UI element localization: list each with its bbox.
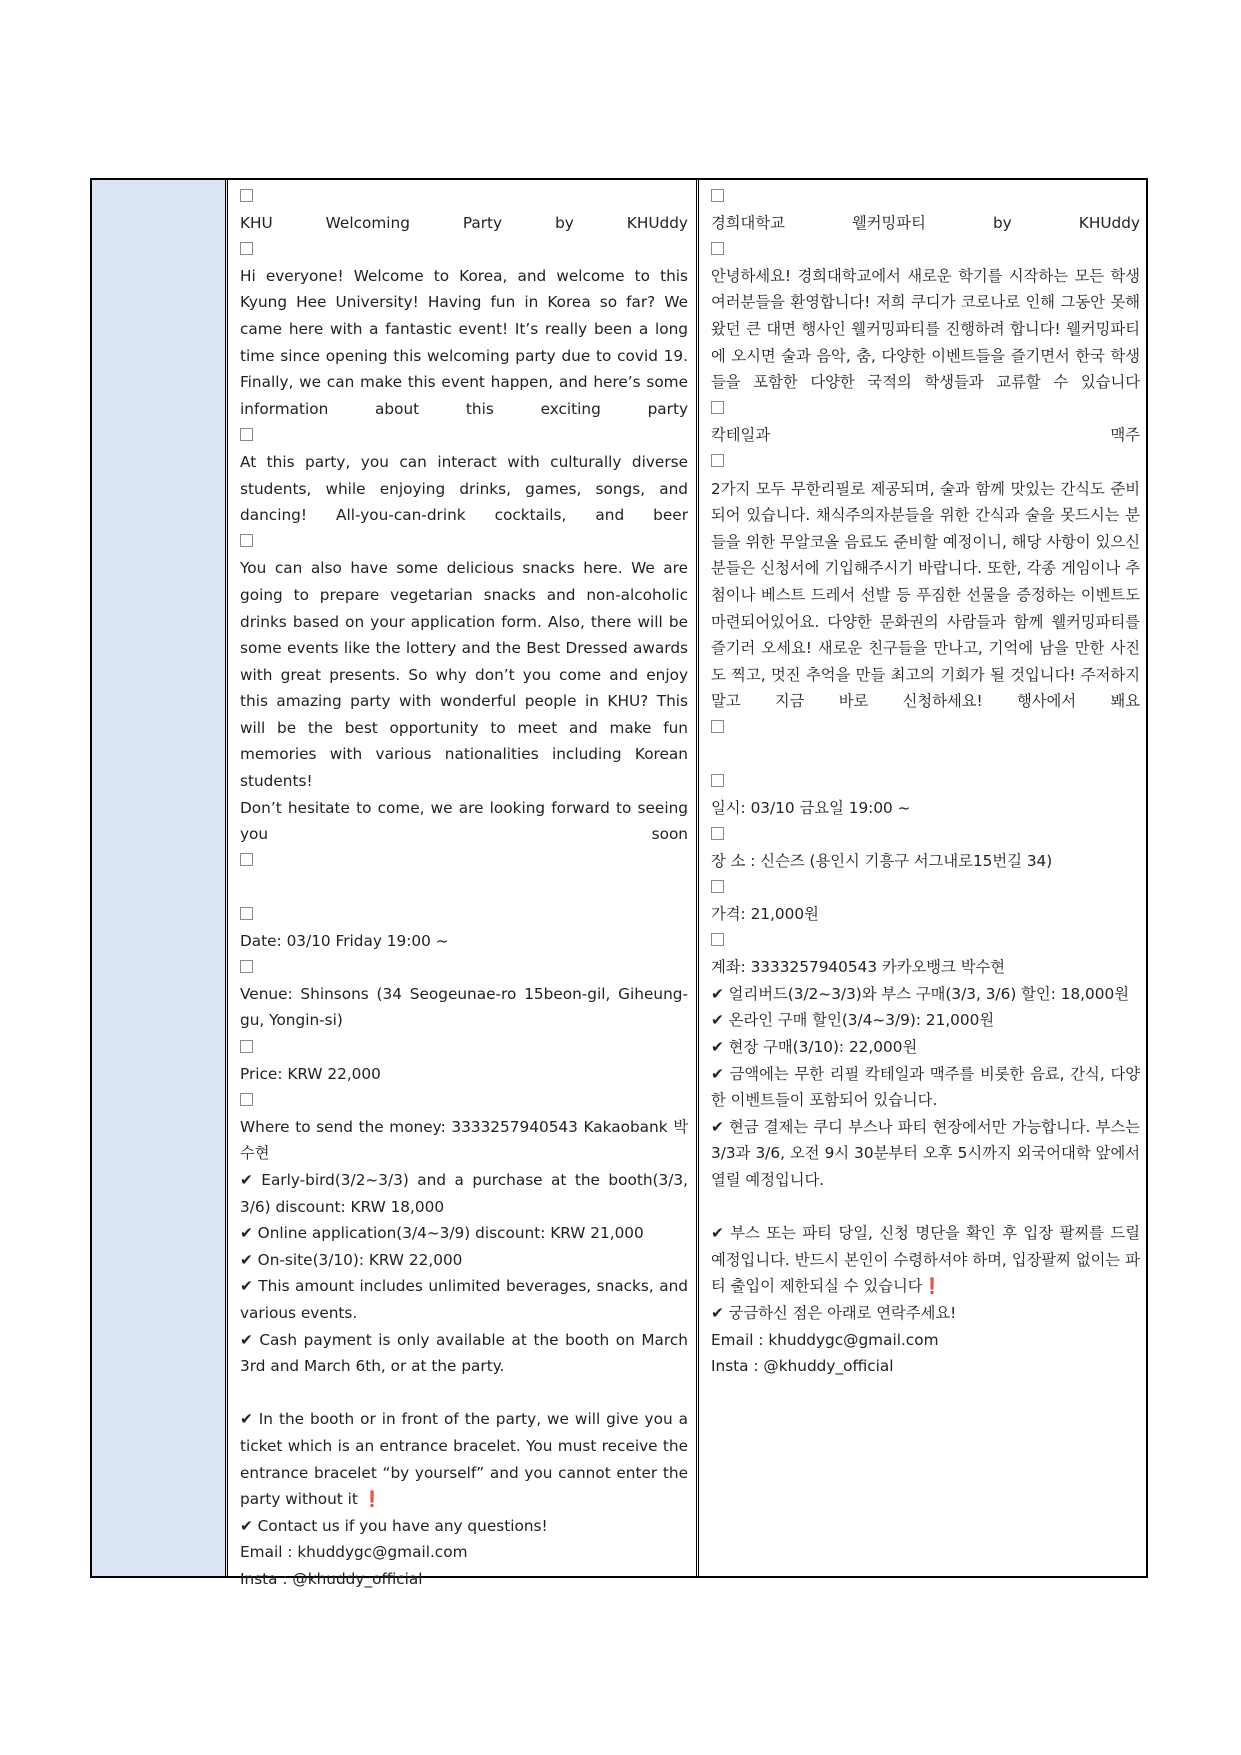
english-hesitate: Don’t hesitate to come, we are looking forward to seeing you soon [240,798,688,844]
checkbox-icon [240,954,688,981]
korean-online: ✔ 온라인 구매 할인(3/4~3/9): 21,000원 [711,1011,995,1030]
korean-details: 2가지 모두 무한리필로 제공되며, 술과 함께 맛있는 간식도 준비되어 있습니다. 채식주의자분들을 위한 간식과 술을 못드시는 분들을 위한 무알코올 음료도 준비할 예정이니, 해당 사항이 있으신 분들은 신청서에 기입해주시기 바랍니다. 또한, 각종 게임이나 추첨이나 베스트 드레서 선발 등 푸짐한 선물을 증정하는 이벤트도 마련되어있어요. 다양한 문화권의 사람들과 함께 웰커밍파티를 즐기러 오세요! 새로운 친구들을 만나고, 기억에 남을 만한 사진도 찍고, 멋진 추억을 만들 최고의 기회가 될 것입니다! 주저하지 말고 지금 바로 신청하세요! 행사에서 봬요 [711,479,1140,711]
english-interact: At this party, you can interact with culturally diverse students, while enjoying drinks, games, songs, and dancing! All-you-can-drink cocktails, and beer [240,452,688,525]
korean-contact: ✔ 궁금하신 점은 아래로 연락주세요! [711,1303,957,1322]
checkbox-icon [240,529,688,556]
english-bracelet: ✔ In the booth or in front of the party, we will give you a ticket which is an entrance bracelet. You must receive the entrance bracelet “by yourself” and you cannot enter the party without it ❗ [240,1410,688,1509]
checkbox-icon [711,874,1140,901]
english-insta: Insta : @khuddy_official [240,1569,423,1588]
checkbox-icon [711,236,1140,263]
korean-includes: ✔ 금액에는 무한 리필 칵테일과 맥주를 비롯한 음료, 간식, 다양한 이벤트들이 포함되어 있습니다. [711,1064,1140,1110]
checkbox-icon [240,848,688,875]
checkbox-icon [240,183,688,210]
checkbox-icon [711,768,1140,795]
korean-bracelet: ✔ 부스 또는 파티 당일, 신청 명단을 확인 후 입장 팔찌를 드릴 예정입니다. 반드시 본인이 수령하셔야 하며, 입장팔찌 없이는 파티 출입이 제한되실 수 있습니다❗ [711,1224,1140,1296]
english-column [228,180,699,1588]
english-cash: ✔ Cash payment is only available at the booth on March 3rd and March 6th, or at the party. [240,1330,688,1376]
checkbox-icon [240,1087,688,1114]
checkbox-icon [711,183,1140,210]
korean-column [699,180,1146,1576]
checkbox-icon [240,1034,688,1061]
checkbox-icon [240,236,688,263]
english-onsite: ✔ On-site(3/10): KRW 22,000 [240,1250,463,1269]
document-table [90,178,1148,1588]
checkbox-icon [240,422,688,449]
checkbox-icon [711,396,1140,423]
checkbox-icon [711,821,1140,848]
english-date: Date: 03/10 Friday 19:00 ~ [240,931,449,950]
side-header-cell [92,180,228,1576]
checkbox-icon [240,901,688,928]
english-contact: ✔ Contact us if you have any questions! [240,1516,548,1535]
english-snacks: You can also have some delicious snacks here. We are going to prepare vegetarian snacks and non-alcoholic drinks based on your application form. Also, there will be some events like the lottery and the Best Dressed awards with great presents. So why don’t you come and enjoy this amazing party with wonderful people in KHU? This will be the best opportunity to meet and make fun memories with various nationalities including Korean students! [240,559,688,791]
korean-account: 계좌: 3333257940543 카카오뱅크 박수현 [711,958,1006,977]
english-includes: ✔ This amount includes unlimited beverages, snacks, and various events. [240,1277,688,1322]
korean-onsite: ✔ 현장 구매(3/10): 22,000원 [711,1038,918,1056]
korean-intro: 안녕하세요! 경희대학교에서 새로운 학기를 시작하는 모든 학생 여러분들을 환영합니다! 저희 쿠디가 코로나로 인해 그동안 못해왔던 큰 대면 행사인 웰커밍파티를 진행하려 합니다! 웰커밍파티에 오시면 술과 음악, 춤, 다양한 이벤트들을 즐기면서 한국 학생들을 포함한 다양한 국적의 학생들과 교류할 수 있습니다 [711,266,1140,392]
checkbox-icon [711,715,1140,742]
korean-insta: Insta : @khuddy_official [711,1357,894,1376]
english-early-bird: ✔ Early-bird(3/2~3/3) and a purchase at the booth(3/3, 3/6) discount: KRW 18,000 [240,1170,688,1216]
english-intro: Hi everyone! Welcome to Korea, and welcome to this Kyung Hee University! Having fun in Korea so far? We came here with a fantastic event! It’s really been a long time since opening this welcoming party due to covid 19. Finally, we can make this event happen, and here’s some information about this exciting party [240,266,688,418]
korean-price: 가격: 21,000원 [711,905,819,924]
english-title: KHU Welcoming Party by KHUddy [240,213,688,232]
english-venue: Venue: Shinsons (34 Seogeunae-ro 15beon-gil, Giheung-gu, Yongin-si) [240,984,688,1030]
korean-date: 일시: 03/10 금요일 19:00 ~ [711,798,911,817]
english-email: Email : khuddygc@gmail.com [240,1543,468,1562]
english-price: Price: KRW 22,000 [240,1064,381,1083]
korean-cash: ✔ 현금 결제는 쿠디 부스나 파티 현장에서만 가능합니다. 부스는 3/3과 3/6, 오전 9시 30분부터 오후 5시까지 외국어대학 앞에서 열릴 예정입니다. [711,1117,1140,1189]
english-online: ✔ Online application(3/4~3/9) discount: KRW 21,000 [240,1224,644,1243]
english-account: Where to send the money: 3333257940543 Kakaobank 박수현 [240,1117,688,1163]
korean-early-bird: ✔ 얼리버드(3/2~3/3)와 부스 구매(3/3, 3/6) 할인: 18,000원 [711,984,1130,1003]
korean-title: 경희대학교 웰커밍파티 by KHUddy [711,213,1140,232]
korean-venue: 장 소 : 신슨즈 (용인시 기흥구 서그내로15번길 34) [711,851,1053,870]
korean-drinks: 칵테일과 맥주 [711,426,1140,445]
korean-email: Email : khuddygc@gmail.com [711,1330,939,1349]
checkbox-icon [711,449,1140,476]
checkbox-icon [711,928,1140,955]
